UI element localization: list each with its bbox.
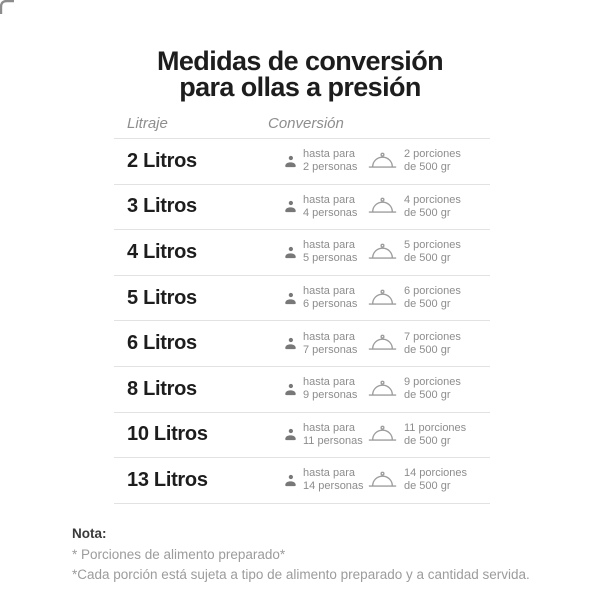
porciones-line2: de 500 gr bbox=[404, 161, 451, 174]
table-row bbox=[114, 185, 490, 231]
serving-dish-icon bbox=[368, 425, 397, 444]
serving-dish-icon bbox=[368, 152, 397, 171]
personas-cell bbox=[283, 376, 368, 402]
person-icon bbox=[283, 382, 298, 397]
personas-line1: hasta para bbox=[303, 421, 355, 434]
personas-line2: 11 personas bbox=[303, 434, 363, 447]
serving-dish-icon bbox=[368, 471, 397, 490]
note-block bbox=[72, 526, 542, 584]
porciones-cell bbox=[368, 148, 490, 174]
person-icon bbox=[283, 427, 298, 442]
porciones-line2: de 500 gr bbox=[404, 298, 451, 311]
personas-text bbox=[303, 148, 357, 174]
personas-line1: hasta para bbox=[303, 148, 355, 161]
person-icon bbox=[283, 154, 298, 169]
personas-line1: hasta para bbox=[303, 376, 355, 389]
personas-line1: hasta para bbox=[303, 330, 355, 343]
personas-cell bbox=[283, 194, 368, 220]
personas-cell bbox=[283, 239, 368, 265]
column-header-litraje: Litraje bbox=[127, 115, 168, 132]
porciones-line1: 7 porciones bbox=[404, 330, 461, 343]
personas-cell bbox=[283, 331, 368, 357]
porciones-line1: 6 porciones bbox=[404, 285, 461, 298]
porciones-cell bbox=[368, 331, 490, 357]
porciones-cell bbox=[368, 376, 490, 402]
porciones-cell bbox=[368, 194, 490, 220]
table-row bbox=[114, 367, 490, 413]
litraje-value: 3 Litros bbox=[127, 195, 197, 218]
porciones-line2: de 500 gr bbox=[404, 389, 451, 402]
personas-text bbox=[303, 422, 363, 448]
table-row bbox=[114, 321, 490, 367]
personas-line2: 2 personas bbox=[303, 161, 358, 174]
porciones-line1: 11 porciones bbox=[404, 421, 467, 434]
porciones-cell bbox=[368, 467, 490, 493]
personas-line2: 9 personas bbox=[303, 389, 358, 402]
column-header-conversion: Conversión bbox=[268, 115, 344, 132]
personas-text bbox=[303, 331, 357, 357]
porciones-cell bbox=[368, 285, 490, 311]
porciones-cell bbox=[368, 422, 490, 448]
porciones-line2: de 500 gr bbox=[404, 252, 451, 265]
porciones-line2: de 500 gr bbox=[404, 343, 451, 356]
table-header bbox=[114, 112, 490, 139]
porciones-text bbox=[404, 376, 461, 402]
serving-dish-icon bbox=[368, 289, 397, 308]
person-icon bbox=[283, 336, 298, 351]
porciones-text bbox=[404, 422, 466, 448]
personas-line1: hasta para bbox=[303, 285, 355, 298]
personas-line2: 14 personas bbox=[303, 480, 364, 493]
table-row bbox=[114, 139, 490, 185]
litraje-value: 8 Litros bbox=[127, 377, 197, 400]
porciones-line2: de 500 gr bbox=[404, 206, 451, 219]
person-icon bbox=[283, 245, 298, 260]
personas-line1: hasta para bbox=[303, 239, 355, 252]
litraje-value: 5 Litros bbox=[127, 286, 197, 309]
personas-cell bbox=[283, 422, 368, 448]
porciones-line1: 14 porciones bbox=[404, 467, 467, 480]
table-row bbox=[114, 458, 490, 504]
personas-line2: 5 personas bbox=[303, 252, 358, 265]
table-row bbox=[114, 413, 490, 459]
page-title bbox=[0, 46, 600, 103]
card-corner-decoration bbox=[0, 0, 16, 16]
table-row bbox=[114, 276, 490, 322]
serving-dish-icon bbox=[368, 380, 397, 399]
serving-dish-icon bbox=[368, 243, 397, 262]
personas-cell bbox=[283, 467, 368, 493]
porciones-text bbox=[404, 194, 461, 220]
litraje-value: 2 Litros bbox=[127, 149, 197, 172]
litraje-value: 4 Litros bbox=[127, 240, 197, 263]
person-icon bbox=[283, 473, 298, 488]
conversion-table bbox=[114, 112, 490, 504]
personas-line2: 7 personas bbox=[303, 343, 358, 356]
personas-text bbox=[303, 285, 357, 311]
note-line-2: *Cada porción está sujeta a tipo de alimento preparado y a cantidad servida. bbox=[72, 566, 530, 582]
porciones-line1: 9 porciones bbox=[404, 376, 461, 389]
porciones-text bbox=[404, 148, 461, 174]
personas-line2: 6 personas bbox=[303, 298, 358, 311]
person-icon bbox=[283, 199, 298, 214]
litraje-value: 6 Litros bbox=[127, 332, 197, 355]
porciones-line2: de 500 gr bbox=[404, 434, 451, 447]
table-rows bbox=[114, 139, 490, 504]
porciones-text bbox=[404, 285, 461, 311]
personas-cell bbox=[283, 285, 368, 311]
serving-dish-icon bbox=[368, 197, 397, 216]
porciones-text bbox=[404, 467, 467, 493]
personas-cell bbox=[283, 148, 368, 174]
porciones-text bbox=[404, 331, 461, 357]
porciones-text bbox=[404, 239, 461, 265]
personas-text bbox=[303, 376, 357, 402]
serving-dish-icon bbox=[368, 334, 397, 353]
note-label: Nota: bbox=[72, 526, 107, 541]
porciones-line2: de 500 gr bbox=[404, 480, 451, 493]
personas-text bbox=[303, 467, 364, 493]
porciones-line1: 2 porciones bbox=[404, 148, 461, 161]
porciones-line1: 5 porciones bbox=[404, 239, 461, 252]
litraje-value: 13 Litros bbox=[127, 468, 208, 491]
person-icon bbox=[283, 291, 298, 306]
personas-line1: hasta para bbox=[303, 193, 355, 206]
page-title-line2: para ollas a presión bbox=[179, 72, 421, 103]
personas-line1: hasta para bbox=[303, 467, 355, 480]
personas-line2: 4 personas bbox=[303, 206, 358, 219]
litraje-value: 10 Litros bbox=[127, 423, 208, 446]
page-title-line1: Medidas de conversión bbox=[157, 46, 443, 77]
note-line-1: * Porciones de alimento preparado* bbox=[72, 547, 286, 562]
personas-text bbox=[303, 239, 357, 265]
porciones-cell bbox=[368, 239, 490, 265]
personas-text bbox=[303, 194, 357, 220]
table-row bbox=[114, 230, 490, 276]
porciones-line1: 4 porciones bbox=[404, 193, 461, 206]
